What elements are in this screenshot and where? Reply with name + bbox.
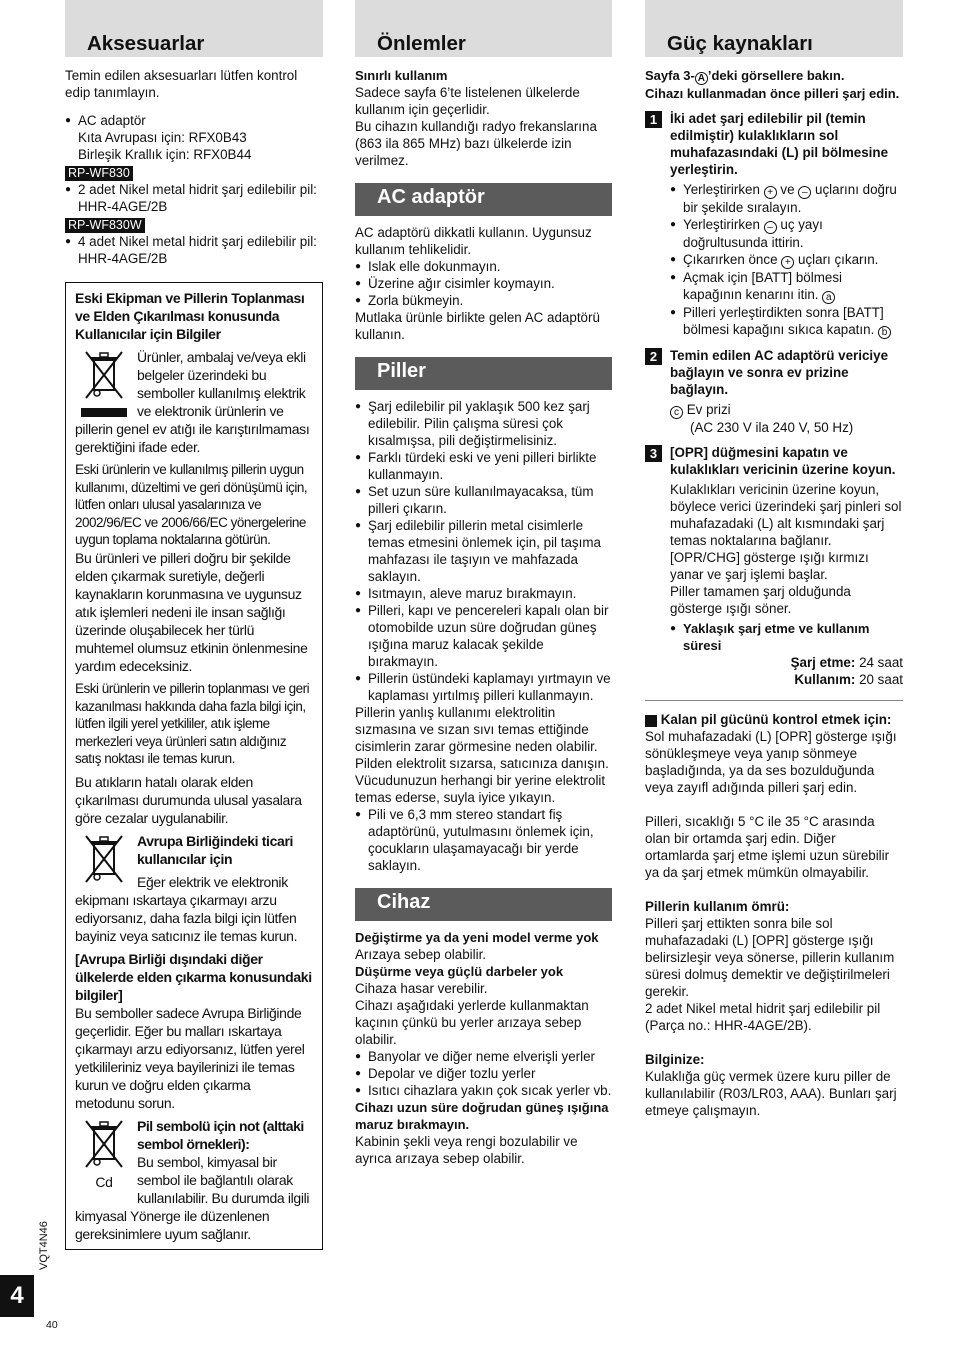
- list-item: ● Pilleri, kapı ve pencereleri kapalı olan bir otomobilde uzun süre doğrudan güneş ışığına maruz kalacak şekilde bırakmayın.: [355, 602, 612, 670]
- divider: [645, 700, 903, 701]
- ac-item-label: AC adaptör: [78, 113, 146, 128]
- text: uç yayı doğrultusunda ittirin.: [683, 217, 823, 250]
- device-heading-2: Düşürme veya güçlü darbeler yok: [355, 964, 564, 979]
- ac-line-1: Kıta Avrupası için: RFX0B43: [78, 130, 247, 145]
- plus-circle-icon: +: [764, 186, 777, 199]
- remaining-power-heading: [638, 711, 903, 728]
- list-item: [670, 216, 903, 251]
- list-item: ● Pili ve 6,3 mm stereo standart fiş adaptörünü, yutulmasını önlemek için, çocukların ulaşamayacağı bir yerde saklayın.: [355, 806, 612, 874]
- device-text-4: Kabinin şekli veya rengi bozulabilir ve ayrıca arızaya sebep olabilir.: [355, 1134, 578, 1166]
- text: uçlarını doğru bir şekilde sıralayın.: [683, 182, 897, 215]
- outlet-spec: (AC 230 V ila 240 V, 50 Hz): [690, 420, 854, 435]
- list-item: ● Set uzun süre kullanılmayacaksa, tüm pilleri çıkarın.: [355, 483, 612, 517]
- band-device: [355, 888, 612, 921]
- outlet-line: [670, 401, 903, 419]
- device-heading-3: Cihazı uzun süre doğrudan güneş ışığına maruz bırakmayın.: [355, 1100, 609, 1132]
- small-page-number: 40: [46, 1319, 58, 1331]
- list-item: ● Yaklaşık şarj etme ve kullanım süresi: [670, 620, 903, 654]
- list-item: [670, 181, 903, 216]
- limited-text: Sadece sayfa 6’te listelenen ülkelerde kullanım için geçerlidir.: [355, 85, 580, 117]
- ac-item: [65, 112, 323, 129]
- box-para-5: Bu atıkların hatalı olarak elden çıkarılması durumunda ulusal yasalara göre cezalar uygulanabilir.: [75, 773, 302, 826]
- limited-text-2: Bu cihazın kullandığı radyo frekanslarına (863 ila 865 MHz) bazı ülkelerde izin verilmez.: [355, 119, 597, 168]
- box-para-4: Eski ürünlerin ve pillerin toplanması ve geri kazanılması hakkında daha fazla bilgi için, lütfen ilgili yerel yetkililer, atık işleme merkezleri veya ürünleri satın aldığınız satış noktası ile temas kurun.: [75, 680, 310, 767]
- device-heading-1: Değiştirme ya da yeni model verme yok: [355, 930, 599, 945]
- box-para-8: Bu sembol, kimyasal bir sembol ile bağlantılı olarak kullanılabilir. Bu durumda ilgili kimyasal Yönerge ile düzenlenen gereksinimlere uyum sağlanır.: [75, 1153, 310, 1242]
- crossed-bin-icon: [82, 834, 126, 886]
- list-item: [670, 251, 903, 269]
- ac-line-2: Birleşik Krallık için: RFX0B44: [78, 147, 252, 162]
- battery-last-bullet: [355, 806, 612, 874]
- text: Kalan pil gücünü kontrol etmek için:: [660, 712, 892, 727]
- intro-text: Temin edilen aksesuarları lütfen kontrol edip tanımlayın.: [65, 68, 298, 100]
- text: uçları çıkarın.: [798, 252, 879, 267]
- device-text-1: Arızaya sebep olabilir.: [355, 947, 487, 962]
- band-batteries: [355, 357, 612, 390]
- device-text-2: Cihaza hasar verebilir.: [355, 981, 488, 996]
- box-title: Eski Ekipman ve Pillerin Toplanması ve Elden Çıkarılması konusunda Kullanıcılar için Bilgiler: [75, 290, 305, 342]
- band-ac-adaptor: [355, 183, 612, 216]
- circled-a-small-icon: a: [822, 291, 835, 304]
- list-item: ● Şarj edilebilir pil yaklaşık 500 kez şarj edilebilir. Pilin çalışma süresi çok kısalmışsa, pili değiştirmelisiniz.: [355, 398, 612, 449]
- box-para-6: Eğer elektrik ve elektronik ekipmanı ıskartaya çıkarmayı arzu ediyorsanız, daha fazla bilgi için lütfen bayiniz veya satıcınız ile temas kurun.: [75, 873, 298, 944]
- section-title: Önlemler: [377, 32, 466, 55]
- list-item: ● Depolar ve diğer tozlu yerler: [355, 1065, 612, 1082]
- use-label: Kullanım:: [794, 672, 856, 687]
- list-item: ● Üzerine ağır cisimler koymayın.: [355, 275, 612, 292]
- section-header-accessories: [65, 0, 323, 57]
- cd-label: Cd: [95, 1173, 113, 1190]
- step3-bullet: [670, 620, 903, 654]
- circled-a-icon: A: [695, 72, 708, 85]
- info-heading: Bilginize:: [645, 1052, 705, 1067]
- box-para-2: Eski ürünlerin ve kullanılmış pillerin uygun kullanımı, düzeltimi ve geri dönüşümü için, lütfen onları ulusal yasalarınıza ve 2002/96/EC ve 2006/66/EC yönergelerine uygun toplama noktalarına götürün.: [75, 462, 308, 548]
- model-badge-2: RP-WF830W: [65, 218, 145, 233]
- box-para-1: Ürünler, ambalaj ve/veya ekli belgeler üzerindeki bu semboller kullanılmış elektrik ve elektronik ürünlerin ve pillerin genel ev atığı ile karıştırılmaması gerektiğini ifade eder.: [75, 349, 310, 455]
- text: Yerleştirirken: [683, 182, 760, 197]
- power-intro-2: Cihazı kullanmadan önce pilleri şarj edin.: [645, 86, 900, 101]
- list-item: ● Isıtıcı cihazlara yakın çok sıcak yerler vb.: [355, 1082, 612, 1099]
- step-1: [645, 110, 903, 339]
- step-number: 1: [645, 111, 662, 128]
- list-item: [670, 304, 903, 339]
- step-title: İki adet şarj edilebilir pil (temin edilmiştir) kulaklıkların sol muhafazasındaki (L) pil bölmesine yerleştirin.: [670, 111, 889, 177]
- step-title: [OPR] düğmesini kapatın ve kulaklıkları vericinin üzerine koyun.: [670, 445, 896, 477]
- weee-symbol-2: [75, 834, 133, 886]
- column-power-supply: [638, 0, 903, 1119]
- box-para-3: Bu ürünleri ve pilleri doğru bir şekilde elden çıkarmak suretiyle, değerli kaynakların korunmasına ve uygunsuz atık işlemleri nedeni ile insan sağlığı üzerinde oluşabilecek her türlü muhtemel olumsuz etkinin önlenmesine yardım edeceksiniz.: [75, 549, 308, 674]
- page-number-block: 4: [0, 1275, 34, 1317]
- step-number: 3: [645, 445, 662, 462]
- box-heading-4: Pil sembolü için not (alttaki sembol örnekleri):: [137, 1117, 304, 1152]
- model2-item: ● 4 adet Nikel metal hidrit şarj edilebilir pil: HHR-4AGE/2B: [65, 233, 323, 267]
- step-2: [645, 347, 903, 436]
- charge-value: 24 saat: [859, 655, 903, 670]
- box-heading-2: Avrupa Birliğindeki ticari kullanıcılar için: [137, 832, 294, 867]
- battery-life-text: Pilleri şarj ettikten sonra bile sol muhafazadaki (L) [OPR] gösterge ışığı belirsizleşir veya sönerse, pillerin kullanım süresi dolmuş demektir ve değiştirilmeleri gerekir.: [645, 916, 895, 999]
- list-item: ● Şarj edilebilir pillerin metal cisimlerle temas etmesini önlemek için, pil taşıma mahfazası ile taşıyın ve mahfazada saklayın.: [355, 517, 612, 585]
- list-item: ● Banyolar ve diğer neme elverişli yerler: [355, 1048, 612, 1065]
- list-item: ● Islak elle dokunmayın.: [355, 258, 612, 275]
- device-text-3: Cihazı aşağıdaki yerlerde kullanmaktan kaçının çünkü bu yerler arızaya sebep olabilir.: [355, 998, 589, 1047]
- text: Çıkarırken önce: [683, 252, 778, 267]
- ac-text: AC adaptörü dikkatli kullanın. Uygunsuz kullanım tehlikelidir.: [355, 225, 592, 257]
- side-code: VQT4N46: [38, 1221, 50, 1270]
- box-heading-3: [Avrupa Birliği dışındaki diğer ülkelerde elden çıkarma konusundaki bilgiler]: [75, 950, 312, 1003]
- model2-list: [65, 233, 323, 267]
- a-box-icon: A: [645, 715, 657, 727]
- battery-text-2: Pilden elektrolit sızarsa, satıcınıza danışın.: [355, 756, 609, 771]
- list-item: [670, 269, 903, 304]
- circled-b-icon: b: [878, 326, 891, 339]
- step-3: [645, 444, 903, 688]
- battery-bullets: [355, 398, 612, 704]
- info-text: Kulaklığa güç vermek üzere kuru piller de kullanılabilir (R03/LR03, AAA). Bunları şarj etmeye çalışmayın.: [645, 1069, 897, 1118]
- limited-heading: Sınırlı kullanım: [355, 68, 448, 83]
- text: Ev prizi: [686, 402, 731, 417]
- box-para-7: Bu semboller sadece Avrupa Birliğinde geçerlidir. Eğer bu malları ıskartaya çıkarmayı arzu ediyorsanız, lütfen yerel yetkilileriniz veya bayilerinizi ile temas kurun ve doğru elden çıkarma metodunu sorun.: [75, 1004, 305, 1111]
- section-header-precautions: [355, 0, 612, 57]
- list-item: ● Farklı türdeki eski ve yeni pilleri birlikte kullanmayın.: [355, 449, 612, 483]
- section-header-power: [645, 0, 903, 57]
- use-value: 20 saat: [859, 672, 903, 687]
- device-bullets: [355, 1048, 612, 1099]
- charge-label: Şarj etme:: [790, 655, 856, 670]
- minus-circle-icon: –: [764, 221, 777, 234]
- power-intro: [645, 67, 903, 85]
- column-precautions: [355, 0, 612, 1167]
- disposal-info-box: [65, 282, 323, 1250]
- minus-circle-icon: –: [798, 186, 811, 199]
- weee-symbol: [75, 350, 133, 417]
- band-title: AC adaptör: [377, 186, 485, 208]
- intro-part-b: ’deki görsellere bakın.: [707, 68, 845, 83]
- model-badge-1: RP-WF830: [65, 166, 133, 181]
- column-accessories: [65, 0, 323, 1250]
- step1-bullets: [670, 181, 903, 339]
- use-time: [670, 671, 903, 688]
- circled-c-icon: c: [670, 406, 683, 419]
- step3-text-2: Piller tamamen şarj olduğunda gösterge ışığı söner.: [670, 584, 851, 616]
- crossed-bin-icon: [82, 1119, 126, 1171]
- plus-circle-icon: +: [781, 256, 794, 269]
- ac-note: Mutlaka ürünle birlikte gelen AC adaptörü kullanın.: [355, 310, 600, 342]
- section-title: Güç kaynakları: [667, 32, 813, 55]
- temperature-text: Pilleri, sıcaklığı 5 °C ile 35 °C arasında olan bir ortamda şarj edin. Diğer ortamlarda şarj etme işlemi uzun sürebilir ya da şarj etmek mümkün olmayabilir.: [645, 814, 890, 880]
- band-title: Cihaz: [377, 891, 431, 913]
- text: ve: [780, 182, 795, 197]
- ac-list: [65, 112, 323, 129]
- intro-part-a: Sayfa 3-: [645, 68, 695, 83]
- text: Açmak için [BATT] bölmesi kapağının kenarını itin.: [683, 270, 842, 302]
- section-title: Aksesuarlar: [87, 32, 205, 55]
- text: Yerleştirirken: [683, 217, 760, 232]
- step-title: Temin edilen AC adaptörü vericiye bağlayın ve sonra ev prizine bağlayın.: [670, 348, 889, 397]
- model1-list: [65, 181, 323, 215]
- battery-text-1: Pillerin yanlış kullanımı elektrolitin sızmasına ve sızan sıvı temas ettiğinde cisimlerin zarar görmesine neden olabilir.: [355, 705, 598, 754]
- list-item: ● Isıtmayın, aleve maruz bırakmayın.: [355, 585, 612, 602]
- battery-life-heading: Pillerin kullanım ömrü:: [645, 899, 790, 914]
- battery-symbol: [75, 1119, 133, 1191]
- crossed-bin-icon: [82, 350, 126, 402]
- charge-time: [670, 654, 903, 671]
- battery-life-text-2: 2 adet Nikel metal hidrit şarj edilebilir pil (Parça no.: HHR-4AGE/2B).: [645, 1001, 881, 1033]
- text: Pilleri yerleştirdikten sonra [BATT] bölmesi kapağını sıkıca kapatın.: [683, 305, 884, 337]
- ac-bullets: [355, 258, 612, 309]
- battery-text-3: Vücudunuzun herhangi bir yerine elektrolit temas ederse, suyla iyice yıkayın.: [355, 773, 606, 805]
- step-number: 2: [645, 348, 662, 365]
- list-item: ● Pillerin üstündeki kaplamayı yırtmayın ve kaplaması yırtılmış pilleri kullanmayın.: [355, 670, 612, 704]
- band-title: Piller: [377, 360, 426, 382]
- remaining-power-text: Sol muhafazadaki (L) [OPR] gösterge ışığı sönükleşmeye veya yanıp sönmeye başladığında, ya da ses bozulduğunda veya zayıfl adığında pilleri şarj edin.: [645, 729, 897, 795]
- solid-bar-icon: [81, 408, 127, 417]
- step3-text-1: Kulaklıkları vericinin üzerine koyun, böylece verici üzerindeki şarj pinleri sol muhafazadaki (L) alt kısmındaki şarj temas noktalarına bağlanır. [OPR/CHG] gösterge ışığı kırmızı yanar ve şarj işlemi başlar.: [670, 482, 902, 582]
- model1-item: ● 2 adet Nikel metal hidrit şarj edilebilir pil: HHR-4AGE/2B: [65, 181, 323, 215]
- list-item: ● Zorla bükmeyin.: [355, 292, 612, 309]
